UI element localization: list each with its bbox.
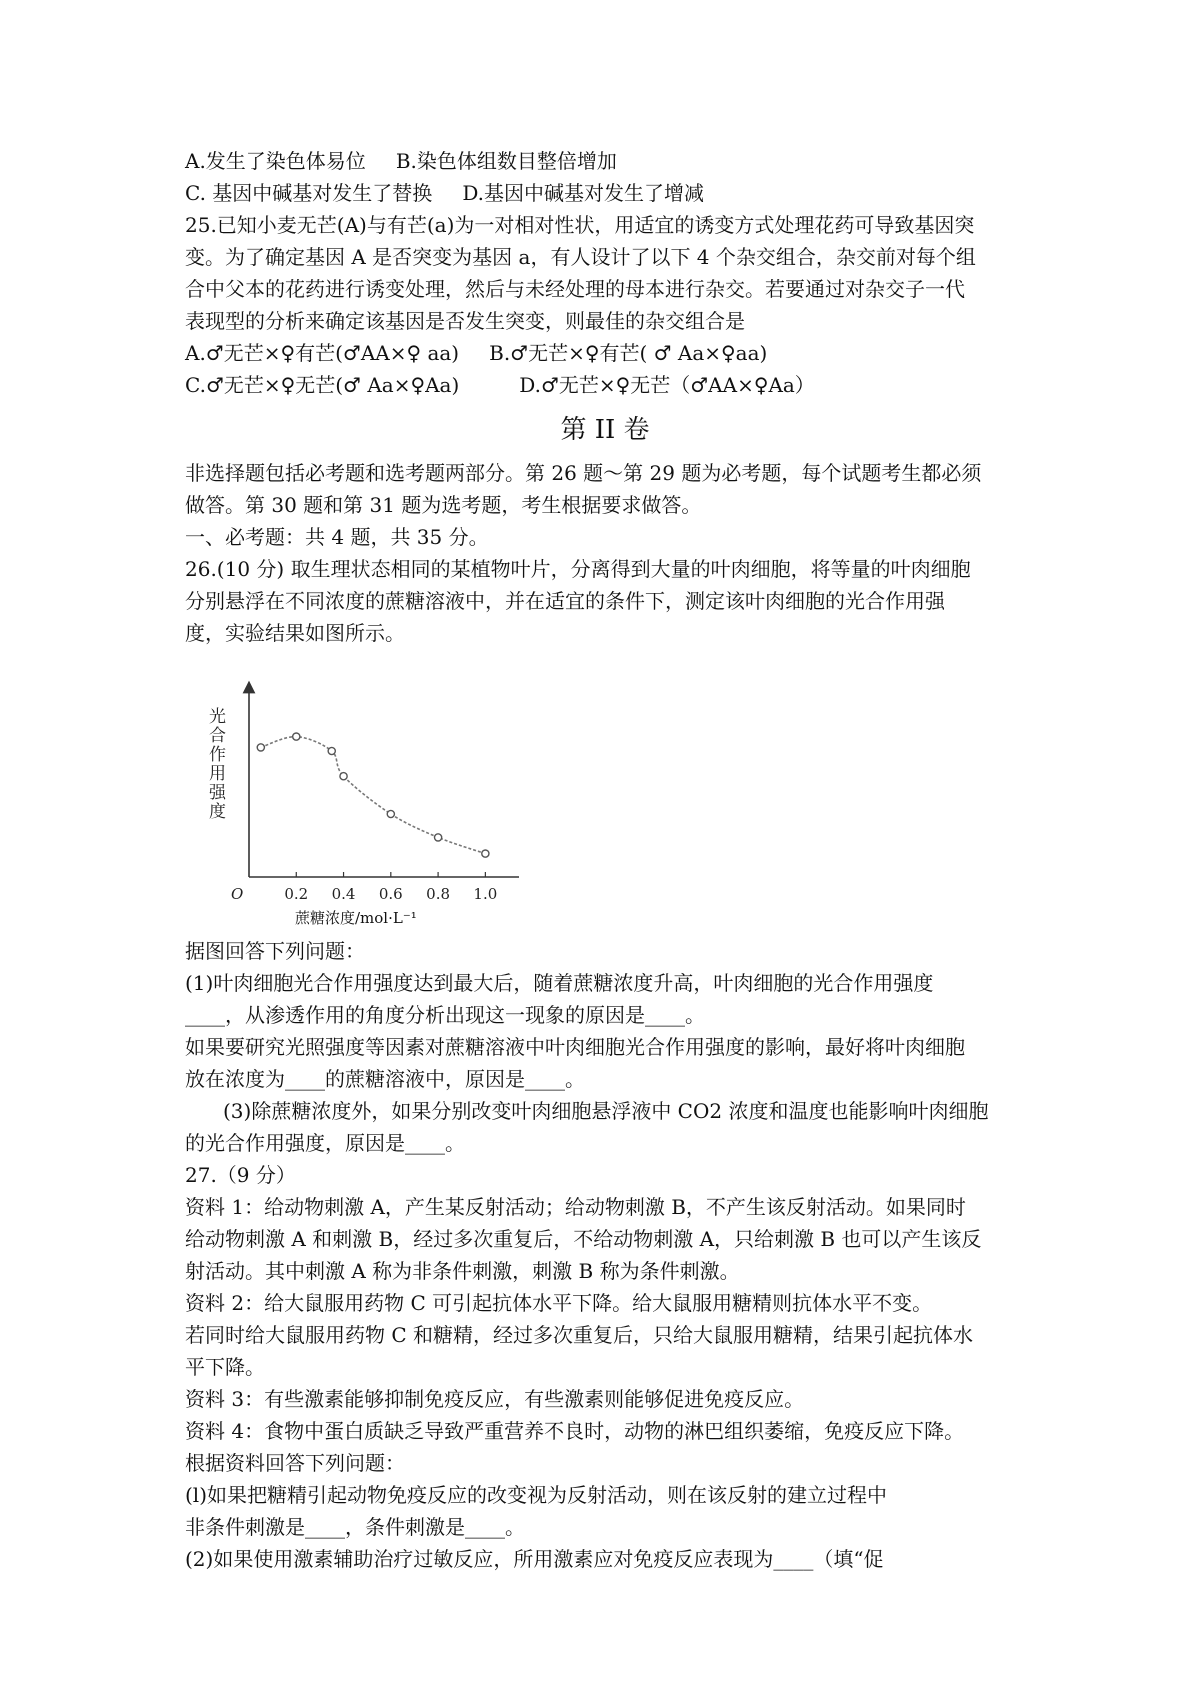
- q27-sub2-line: (2)如果使用激素辅助治疗过敏反应，所用激素应对免疫反应表现为____（填“促: [185, 1547, 884, 1571]
- chart-svg: [205, 677, 539, 907]
- q25-stem-line: 合中父本的花药进行诱变处理，然后与未经处理的母本进行杂交。若要通过对杂交子一代: [185, 277, 965, 301]
- q24-options-row2: [185, 177, 1025, 209]
- section-title: 第 II 卷: [560, 415, 650, 445]
- photosynthesis-chart: [205, 677, 539, 907]
- q25-option-a: A.♂无芒×♀有芒(♂AA×♀ aa): [185, 341, 460, 365]
- data-point: [387, 810, 394, 817]
- q27-material2-line: 资料 2：给大鼠服用药物 C 可引起抗体水平下降。给大鼠服用糖精则抗体水平不变。: [185, 1291, 933, 1315]
- q24-option-a: A.发生了染色体易位: [185, 149, 366, 173]
- q27-material1-line: 射活动。其中刺激 A 称为非条件刺激，刺激 B 称为条件刺激。: [185, 1259, 740, 1283]
- q27-sub1-line: (l)如果把糖精引起动物免疫反应的改变视为反射活动，则在该反射的建立过程中: [185, 1483, 888, 1507]
- x-tick-label: 0.2: [284, 885, 309, 903]
- q26-sub3-line: 的光合作用强度，原因是____。: [185, 1131, 465, 1155]
- q27-material1-line: 资料 1：给动物刺激 A，产生某反射活动；给动物刺激 B，不产生该反射活动。如果同时: [185, 1195, 966, 1219]
- x-tick-label: 0.8: [426, 885, 451, 903]
- q25-option-d: D.♂无芒×♀无芒（♂AA×♀Aa）: [519, 373, 815, 397]
- q26-sub2-line: 放在浓度为____的蔗糖溶液中，原因是____。: [185, 1067, 585, 1091]
- q26-stem-line: 分别悬浮在不同浓度的蔗糖溶液中，并在适宜的条件下，测定该叶肉细胞的光合作用强: [185, 589, 945, 613]
- data-point: [257, 744, 264, 751]
- required-heading: 一、必考题：共 4 题，共 35 分。: [185, 525, 489, 549]
- q26-stem-line: 度，实验结果如图所示。: [185, 621, 405, 645]
- data-point: [482, 850, 489, 857]
- series-curve: [261, 737, 486, 854]
- q27-material2-line: 若同时给大鼠服用药物 C 和糖精，经过多次重复后，只给大鼠服用糖精，结果引起抗体水: [185, 1323, 974, 1347]
- q25-stem-line: 25.已知小麦无芒(A)与有芒(a)为一对相对性状，用适宜的诱变方式处理花药可导致基因突: [185, 213, 975, 237]
- section-intro-line: 做答。第 30 题和第 31 题为选考题，考生根据要求做答。: [185, 493, 702, 517]
- q25-options-row2: [185, 369, 1025, 401]
- q24-option-b: B.染色体组数目整倍增加: [395, 149, 617, 173]
- data-point: [340, 773, 347, 780]
- q27-sub1-line: 非条件刺激是____，条件刺激是____。: [185, 1515, 525, 1539]
- data-point: [293, 733, 300, 740]
- q25-option-b: B.♂无芒×♀有芒( ♂ Aa×♀aa): [489, 341, 768, 365]
- q24-options-row1: [185, 145, 1025, 177]
- q26-sub3-line: (3)除蔗糖浓度外，如果分别改变叶肉细胞悬浮液中 CO2 浓度和温度也能影响叶肉细胞: [223, 1099, 989, 1123]
- q25-options-row1: [185, 337, 1025, 369]
- data-point: [328, 747, 335, 754]
- q25-stem-line: 表现型的分析来确定该基因是否发生突变，则最佳的杂交组合是: [185, 309, 745, 333]
- q26-stem-line: 26.(10 分) 取生理状态相同的某植物叶片，分离得到大量的叶肉细胞，将等量的叶肉细胞: [185, 557, 971, 581]
- q25-option-c: C.♂无芒×♀无芒(♂ Aa×♀Aa): [185, 373, 460, 397]
- x-tick-label: 1.0: [473, 885, 498, 903]
- data-point: [434, 834, 441, 841]
- section-intro-line: 非选择题包括必考题和选考题两部分。第 26 题～第 29 题为必考题，每个试题考生都必须: [185, 461, 982, 485]
- q27-material1-line: 给动物刺激 A 和刺激 B，经过多次重复后，不给动物刺激 A，只给刺激 B 也可以产生该反: [185, 1227, 982, 1251]
- q26-sub2-line: 如果要研究光照强度等因素对蔗糖溶液中叶肉细胞光合作用强度的影响，最好将叶肉细胞: [185, 1035, 965, 1059]
- origin-label: O: [231, 885, 244, 903]
- q26-sub1-line: (1)叶肉细胞光合作用强度达到最大后，随着蔗糖浓度升高，叶肉细胞的光合作用强度: [185, 971, 934, 995]
- q24-option-d: D.基因中碱基对发生了增减: [462, 181, 704, 205]
- q27-heading: 27.（9 分）: [185, 1163, 296, 1187]
- q24-option-c: C. 基因中碱基对发生了替换: [185, 181, 433, 205]
- q25-stem-line: 变。为了确定基因 A 是否突变为基因 a，有人设计了以下 4 个杂交组合，杂交前对每个组: [185, 245, 976, 269]
- q27-material4: 资料 4：食物中蛋白质缺乏导致严重营养不良时，动物的淋巴组织萎缩，免疫反应下降。: [185, 1419, 965, 1443]
- x-tick-label: 0.6: [378, 885, 403, 903]
- x-axis-caption: 蔗糖浓度/mol·L⁻¹: [295, 909, 417, 927]
- q27-material3: 资料 3：有些激素能够抑制免疫反应，有些激素则能够促进免疫反应。: [185, 1387, 805, 1411]
- page-content: [185, 145, 1025, 1575]
- q27-material2-line: 平下降。: [185, 1355, 265, 1379]
- y-axis-label: 光合作用强度: [205, 707, 225, 821]
- q27-prompt: 根据资料回答下列问题：: [185, 1451, 405, 1475]
- q26-prompt: 据图回答下列问题：: [185, 939, 365, 963]
- q26-sub1-line: ____，从渗透作用的角度分析出现这一现象的原因是____。: [185, 1003, 705, 1027]
- x-tick-label: 0.4: [331, 885, 356, 903]
